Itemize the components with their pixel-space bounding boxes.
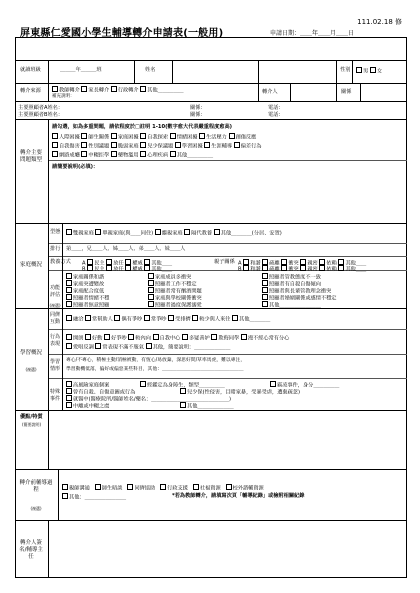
caregiver-a-phone: 電話：	[268, 105, 284, 111]
source-options: 教師轉介 家長轉介 行政轉介 其他＿＿＿＿＿	[52, 86, 184, 94]
checkbox[interactable]	[262, 294, 268, 300]
gender-male-checkbox[interactable]	[356, 67, 362, 73]
checkbox[interactable]	[262, 301, 268, 307]
checkbox[interactable]	[66, 315, 72, 321]
caregiver-a-label: 主要照顧者A姓名：	[18, 105, 64, 111]
checkbox[interactable]	[184, 229, 190, 235]
family-type-label: 型態	[50, 229, 61, 235]
checkbox[interactable]	[204, 142, 210, 148]
checkbox[interactable]	[66, 343, 72, 349]
checkbox[interactable]	[81, 151, 87, 157]
parent-child-label: 親子關係	[214, 259, 235, 265]
checkbox[interactable]	[148, 280, 154, 286]
checkbox[interactable]	[262, 280, 268, 286]
relation-label: 關係	[341, 89, 352, 95]
checkbox[interactable]	[148, 294, 154, 300]
checkbox[interactable]	[66, 287, 72, 293]
problem-row-2: 自我傷害 性別議題 脆弱家庭 兒少保議題 學習困擾 生涯輔導 偏差行為	[52, 142, 261, 150]
checkbox[interactable]	[170, 133, 176, 139]
parent-child-a-options: A 和諧 疏離 衝突 親密 依賴 其他＿＿	[238, 260, 367, 267]
checkbox[interactable]	[192, 315, 198, 321]
pre-referral-row-2: 其他：＿＿＿＿＿＿＿＿	[62, 493, 126, 501]
checkbox[interactable]	[338, 265, 344, 271]
checkbox[interactable]	[243, 265, 249, 271]
checkbox[interactable]	[66, 381, 72, 387]
problem-instruction: 請勾選，如為多重問題，請依程度於□註明 1-10(數字愈大代表嚴重程度愈高)	[52, 124, 233, 130]
checkbox[interactable]	[140, 151, 146, 157]
strengths-note: (簡要說明)	[22, 422, 42, 427]
caregiver-b-phone: 電話：	[268, 112, 284, 118]
problem-section-label: 轉介主要問題類型	[19, 150, 42, 163]
checkbox[interactable]	[52, 151, 58, 157]
referrer-label: 轉介人	[262, 89, 278, 95]
function-label: 功能評估	[49, 285, 60, 298]
checkbox[interactable]	[153, 334, 159, 340]
checkbox[interactable]	[180, 388, 186, 394]
rank-text: 第＿＿，兄＿＿人、姊＿＿人、弟＿＿人、妹＿＿人	[66, 246, 186, 252]
checkbox-other[interactable]	[140, 86, 146, 92]
parenting-a-options: A 民主 放任 權威 其他＿＿	[82, 260, 173, 267]
caregiver-b-label: 主要照顧者B姓名：	[18, 112, 64, 118]
name-label: 姓名	[145, 67, 156, 73]
problem-brief-label: 請簡要說明(必填)：	[52, 164, 99, 170]
checkbox[interactable]	[146, 343, 152, 349]
pre-referral-note: (複選)	[30, 506, 42, 511]
parenting-b-options: B 民主 放任 權威 其他＿＿	[82, 266, 173, 273]
problem-row-3: 網路成癮 中輟拒學 藥物濫用 心理疾病 其他＿＿＿＿＿	[52, 151, 213, 159]
checkbox[interactable]	[270, 381, 276, 387]
checkbox[interactable]	[175, 142, 181, 148]
checkbox[interactable]	[62, 484, 68, 490]
checkbox[interactable]	[95, 484, 101, 490]
problem-row-1: 人際困擾 師生關係 家庭困擾 自我探索 情緒困擾 生活壓力 創傷反應	[52, 133, 256, 141]
checkbox[interactable]	[111, 133, 117, 139]
checkbox[interactable]	[140, 381, 146, 387]
checkbox[interactable]	[127, 484, 133, 490]
revision-date: 111.02.18 修	[357, 18, 402, 26]
school-section-note: (複選)	[25, 367, 37, 372]
checkbox[interactable]	[226, 484, 232, 490]
apply-date: 申請日期：＿＿年＿＿月＿＿日	[270, 30, 355, 37]
checkbox[interactable]	[66, 388, 72, 394]
checkbox[interactable]	[87, 265, 93, 271]
school-section-label: 學習概況	[19, 350, 42, 356]
checkbox[interactable]	[66, 334, 72, 340]
family-type-options: 雙親家庭 單親家庭(與＿＿同住) 繼親家庭 隔代教養 其他＿＿＿＿(分居、安置)	[66, 229, 282, 237]
checkbox[interactable]	[66, 402, 72, 408]
checkbox[interactable]	[232, 315, 238, 321]
checkbox[interactable]	[85, 334, 91, 340]
checkbox[interactable]	[234, 142, 240, 148]
checkbox[interactable]	[211, 334, 217, 340]
checkbox[interactable]	[281, 265, 287, 271]
learning-line-2: 學習動機低落，偏好或偏惡某些科目，其他：＿＿＿＿＿＿＿＿＿＿＿＿＿＿＿＿＿	[66, 367, 244, 372]
checkbox[interactable]	[182, 334, 188, 340]
checkbox[interactable]	[106, 265, 112, 271]
behavior-label: 行為表現	[49, 334, 60, 347]
checkbox[interactable]	[81, 133, 87, 139]
pre-referral-row-1: 親師溝通 師生晤談 同儕協助 行政支援 社福資源 校外諮輔資源	[62, 484, 264, 492]
checkbox[interactable]	[148, 273, 154, 279]
checkbox[interactable]	[193, 484, 199, 490]
rank-label: 排行	[50, 246, 61, 252]
checkbox[interactable]	[168, 315, 174, 321]
function-row: 家庭關係和諧	[66, 273, 104, 281]
checkbox[interactable]	[144, 265, 150, 271]
checkbox[interactable]	[155, 229, 161, 235]
strengths-label: 優點/特質	[20, 414, 43, 420]
checkbox[interactable]	[114, 315, 120, 321]
checkbox[interactable]	[180, 402, 186, 408]
class-value[interactable]: ＿＿＿年＿＿＿班	[60, 67, 102, 73]
checkbox-teacher[interactable]	[52, 86, 58, 92]
checkbox[interactable]	[62, 493, 68, 499]
checkbox[interactable]	[85, 315, 91, 321]
checkbox[interactable]	[148, 287, 154, 293]
peer-label: 同儕互動	[49, 312, 60, 325]
behavior-line-1: 開朗 好動 好爭吵 較內向 自我中心 多疑善妒 欺侮同學 漫不經心常有分心	[66, 334, 289, 342]
class-label: 就讀班級	[20, 67, 41, 73]
checkbox[interactable]	[241, 334, 247, 340]
checkbox[interactable]	[319, 265, 325, 271]
gender-female-checkbox[interactable]	[370, 67, 376, 73]
checkbox[interactable]	[148, 301, 154, 307]
caregiver-a-relation: 關係：	[190, 105, 206, 111]
checkbox[interactable]	[140, 133, 146, 139]
checkbox[interactable]	[66, 229, 72, 235]
checkbox[interactable]	[66, 280, 72, 286]
checkbox[interactable]	[95, 229, 101, 235]
checkbox[interactable]	[300, 265, 306, 271]
checkbox-parent[interactable]	[81, 86, 87, 92]
checkbox[interactable]	[160, 484, 166, 490]
learning-label: 學習情形	[49, 359, 60, 372]
family-section-label: 家庭概況	[19, 262, 42, 268]
pre-referral-warning: *若為教師轉介，請填寫次頁「輔導紀錄」或檢附相關紀錄	[172, 493, 305, 499]
gender-label: 性別	[340, 67, 351, 73]
checkbox[interactable]	[262, 273, 268, 279]
source-label: 轉介來源	[20, 88, 41, 94]
checkbox[interactable]	[170, 151, 176, 157]
checkbox[interactable]	[128, 334, 134, 340]
checkbox[interactable]	[111, 142, 117, 148]
checkbox[interactable]	[111, 151, 117, 157]
parent-child-b-options: B 和諧 疏離 衝突 親密 依賴 其他＿＿	[238, 266, 367, 273]
pre-referral-label: 轉介前輔導過程	[19, 480, 53, 493]
learning-line-1: 專心/不專心，積極主動/消極被動，有恆心/易放棄，深思好問/草率馬虎，難以專注，	[66, 358, 246, 363]
caregiver-b-relation: 關係：	[190, 112, 206, 118]
checkbox[interactable]	[125, 265, 131, 271]
checkbox[interactable]	[81, 142, 87, 148]
peer-options: 融洽 常幫助人 偶有爭吵 常爭吵 受排擠 較少與人來往 其他＿＿＿＿	[66, 315, 270, 323]
checkbox[interactable]	[262, 265, 268, 271]
checkbox[interactable]	[52, 142, 58, 148]
form-title: 屏東縣仁愛國小學生輔導轉介申請表(一般用)	[20, 28, 224, 39]
special-label: 特殊事件	[49, 389, 60, 402]
checkbox[interactable]	[214, 229, 220, 235]
function-note: (複選)	[49, 303, 61, 308]
checkbox[interactable]	[140, 142, 146, 148]
checkbox[interactable]	[262, 287, 268, 293]
checkbox[interactable]	[95, 343, 101, 349]
checkbox[interactable]	[104, 334, 110, 340]
gender-options[interactable]: 男 女	[356, 67, 382, 75]
checkbox[interactable]	[144, 315, 150, 321]
checkbox[interactable]	[52, 133, 58, 139]
checkbox[interactable]	[199, 133, 205, 139]
behavior-line-2: 愛唱反調 常表現不滿不服氣 其他，簡要說明：＿＿＿＿＿＿＿	[66, 343, 230, 351]
signature-label: 轉介人簽名/輔導主任	[19, 540, 43, 560]
checkbox[interactable]	[229, 133, 235, 139]
checkbox[interactable]	[66, 395, 72, 401]
checkbox-admin[interactable]	[111, 86, 117, 92]
referral-form: 111.02.18 修 屏東縣仁愛國小學生輔導轉介申請表(一般用) 申請日期：＿＿年＿＿月＿＿日 就讀班級 ＿＿＿年＿＿＿班 姓名 性別 男 女 轉介來源 教師轉介 家長轉介 行政轉介 其他＿＿＿＿＿ 補充說明： 轉介人 關係 主要照顧者A姓名： 關係： 電話： 主要照顧者B姓名： 關係： 電話： 轉介主要問題類型 請勾選，如為多重問題，請依程度於□註明 1-10(數字愈大代表嚴重程度愈高) 人際困擾 師生關係 家庭困擾 自我探索 情緒困擾 生活壓力 創傷反應 自我傷害 性別議題 脆弱家庭 兒少保議題 學習困擾 生涯輔導 偏差行為 網路成癮 中輟拒學 藥物濫用 心理疾病 其他＿＿＿＿＿ 請簡要說明(必填)： 家庭概況 型態 雙親家庭 單親家庭(與＿＿同住) 繼親家庭 隔代教養 其他＿＿＿＿(分居、安置) 排行 第＿＿，兄＿＿人、姊＿＿人、弟＿＿人、妹＿＿人 教養方式 A 民主 放任 權威 其他＿＿ B 民主 放任 權威 其他＿＿ 親子關係 A 和諧 疏離 衝突 親密 依賴 其他＿＿ B 和諧 疏離 衝突 親密 依賴 其他＿＿ 功能評估 (複選) 家庭關係和諧 家庭成員多衝突 照顧者管教態度不一致 家庭突遭變故 照顧者工作不穩定 照顧者有自殺自傷傾向 家庭配合度低 照顧者常有酗酒問題 照顧者與長輩管教理念衝突 照顧者情緒不穩 家庭與學校關係衝突 照顧者婚姻關係或感情不穩定 照顧者無意照顧 照顧者過度保護溺愛 其他＿＿＿＿＿＿＿＿ 學習概況 (複選) 同儕互動 融洽 常幫助人 偶有爭吵 常爭吵 受排擠 較少與人來往 其他＿＿＿＿ 行為表現 開朗 好動 好爭吵 較內向 自我中心 多疑善妒 欺侮同學 漫不經心常有分心 愛唱反調 常表現不滿不服氣 其他，簡要說明：＿＿＿＿＿＿＿ 學習情形 專心/不專心，積極主動/消極被動，有恆心/易放棄，深思好問/草率馬虎，難以專注， 學習動機低落，偏好或偏惡某些科目，其他：＿＿＿＿＿＿＿＿＿＿＿＿＿＿＿＿＿ 特殊事件 高風險家庭個案 經鑑定為身障生，類型＿＿＿＿＿ 霸凌事件，身分＿＿＿＿＿ 曾有自殺、自傷意圖或行為 兒少保(性侵害，目睹家暴，受暴受虐，遭棄疏忽) 就醫中(醫療院所/醫師姓名/藥名：＿＿＿＿＿＿＿＿＿＿＿＿＿＿＿) 中離或中輟之虞 其他＿＿＿＿＿＿＿ 優點/特質 (簡要說明) 轉介前輔導過程 (複選) 親師溝通 師生晤談 同儕協助 行政支援 社福資源 校外諮輔資源 其他：＿＿＿＿＿＿＿＿ *若為教師轉介，請填寫次頁「輔導紀錄」或檢附相關紀錄 轉介人簽名/輔導主任	[0, 0, 420, 593]
checkbox[interactable]	[66, 273, 72, 279]
checkbox[interactable]	[66, 294, 72, 300]
checkbox[interactable]	[66, 301, 72, 307]
source-note: 補充說明：	[52, 94, 75, 99]
parenting-label: 教養方式	[50, 259, 71, 265]
